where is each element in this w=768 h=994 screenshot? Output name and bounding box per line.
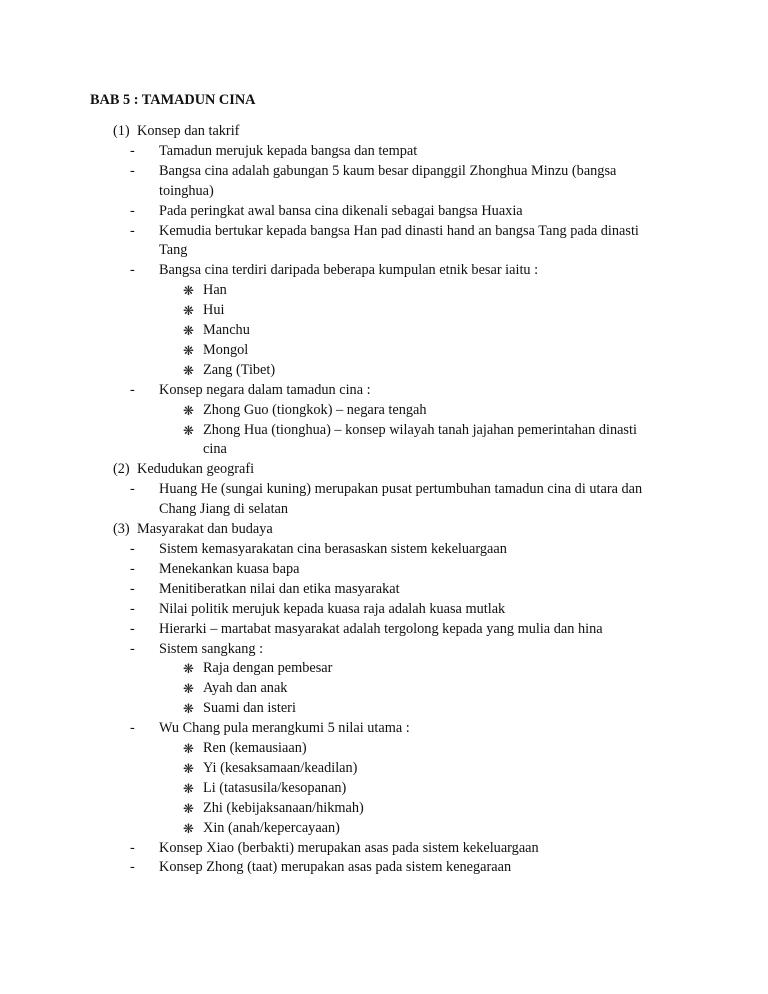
section-heading [0, 520, 768, 540]
list-item-text: Pada peringkat awal bansa cina dikenali sebagai bangsa Huaxia [159, 202, 523, 219]
sub-list-item-text: Zang (Tibet) [203, 361, 276, 378]
list-item-text: Konsep Xiao (berbakti) merupakan asas pada sistem kekeluargaan [159, 839, 539, 856]
sub-list-item [0, 421, 768, 461]
section-number: (1) [113, 123, 130, 139]
sub-list-item [0, 301, 768, 321]
list-item-text: Hierarki – martabat masyarakat adalah tergolong kepada yang mulia dan hina [159, 620, 603, 637]
sub-list-item [0, 699, 768, 719]
sub-list-item-text: Zhi (kebijaksanaan/hikmah) [203, 799, 364, 816]
dash-marker: - [130, 859, 135, 876]
dash-marker: - [130, 222, 135, 239]
list-item [0, 858, 768, 878]
asterisk-bullet-icon: ❋ [183, 402, 194, 418]
asterisk-bullet-icon: ❋ [183, 681, 194, 697]
list-item-text: Bangsa cina terdiri daripada beberapa kumpulan etnik besar iaitu : [159, 262, 539, 279]
dash-marker: - [130, 580, 135, 597]
list-item [0, 560, 768, 580]
asterisk-bullet-icon: ❋ [183, 283, 194, 299]
asterisk-bullet-icon: ❋ [183, 701, 194, 717]
list-item-text: Huang He (sungai kuning) merupakan pusat pertumbuhan tamadun cina di utara dan Chang Jiang di selatan [159, 481, 643, 518]
sub-list-item [0, 321, 768, 341]
section-heading [0, 460, 768, 480]
sub-list-item-text: Yi (kesaksamaan/keadilan) [203, 759, 358, 776]
sub-list-item [0, 739, 768, 759]
list-item [0, 640, 768, 660]
list-item [0, 381, 768, 401]
dash-marker: - [130, 142, 135, 159]
list-item [0, 142, 768, 162]
sub-list-item [0, 361, 768, 381]
dash-marker: - [130, 600, 135, 617]
section-title: Masyarakat dan budaya [137, 521, 273, 538]
asterisk-bullet-icon: ❋ [183, 661, 194, 677]
list-item [0, 222, 768, 262]
section-2 [0, 460, 768, 520]
list-item-text: Sistem kemasyarakatan cina berasaskan sistem kekeluargaan [159, 540, 507, 557]
list-item [0, 162, 768, 202]
dash-marker: - [130, 560, 135, 577]
sub-list-item [0, 679, 768, 699]
list-item-text: Konsep negara dalam tamadun cina : [159, 381, 371, 398]
sub-list-item-text: Zhong Guo (tiongkok) – negara tengah [203, 401, 427, 418]
sub-list-item-text: Suami dan isteri [203, 700, 296, 717]
sub-list-item [0, 779, 768, 799]
asterisk-bullet-icon: ❋ [183, 422, 194, 438]
sub-list-item-text: Ayah dan anak [203, 680, 288, 697]
list-item-text: Konsep Zhong (taat) merupakan asas pada sistem kenegaraan [159, 859, 512, 876]
dash-marker: - [130, 381, 135, 398]
list-item [0, 261, 768, 281]
sub-list-item-text: Zhong Hua (tionghua) – konsep wilayah tanah jajahan pemerintahan dinasti cina [203, 421, 637, 458]
asterisk-bullet-icon: ❋ [183, 820, 194, 836]
list-item [0, 580, 768, 600]
list-item [0, 540, 768, 560]
list-item [0, 480, 768, 520]
sub-list-item [0, 799, 768, 819]
list-item [0, 202, 768, 222]
sub-list-item-text: Manchu [203, 322, 250, 339]
dash-marker: - [130, 202, 135, 219]
dash-marker: - [130, 839, 135, 856]
sub-list-item-text: Ren (kemausiaan) [203, 740, 307, 757]
list-item-text: Menekankan kuasa bapa [159, 560, 300, 577]
sub-list-item-text: Hui [203, 302, 225, 319]
list-item [0, 839, 768, 859]
asterisk-bullet-icon: ❋ [183, 760, 194, 776]
asterisk-bullet-icon: ❋ [183, 741, 194, 757]
page-title: BAB 5 : TAMADUN CINA [90, 92, 256, 108]
list-item-text: Nilai politik merujuk kepada kuasa raja adalah kuasa mutlak [159, 600, 506, 617]
section-number: (2) [113, 461, 130, 478]
list-item [0, 620, 768, 640]
sub-list-item-text: Xin (anah/kepercayaan) [203, 819, 340, 836]
list-item-text: Tamadun merujuk kepada bangsa dan tempat [159, 142, 418, 159]
document-body [0, 122, 768, 878]
sub-list-item [0, 759, 768, 779]
asterisk-bullet-icon: ❋ [183, 800, 194, 816]
dash-marker: - [130, 720, 135, 737]
sub-list-item-text: Mongol [203, 341, 249, 358]
sub-list-item [0, 819, 768, 839]
sub-list-item [0, 401, 768, 421]
sub-list-item [0, 341, 768, 361]
dash-marker: - [130, 481, 135, 498]
section-title: Konsep dan takrif [137, 123, 240, 139]
list-item-text: Bangsa cina adalah gabungan 5 kaum besar dipanggil Zhonghua Minzu (bangsa toinghua) [159, 162, 617, 199]
asterisk-bullet-icon: ❋ [183, 362, 194, 378]
section-heading [0, 122, 768, 142]
list-item-text: Sistem sangkang : [159, 640, 264, 657]
sub-list-item [0, 281, 768, 301]
dash-marker: - [130, 620, 135, 637]
sub-list-item-text: Han [203, 282, 227, 299]
section-number: (3) [113, 521, 130, 538]
dash-marker: - [130, 540, 135, 557]
list-item [0, 719, 768, 739]
asterisk-bullet-icon: ❋ [183, 323, 194, 339]
asterisk-bullet-icon: ❋ [183, 780, 194, 796]
sub-list-item [0, 659, 768, 679]
dash-marker: - [130, 262, 135, 279]
asterisk-bullet-icon: ❋ [183, 342, 194, 358]
list-item-text: Kemudia bertukar kepada bangsa Han pad dinasti hand an bangsa Tang pada dinasti Tang [159, 222, 639, 259]
section-1 [0, 122, 768, 460]
sub-list-item-text: Li (tatasusila/kesopanan) [203, 779, 347, 796]
section-3 [0, 520, 768, 878]
list-item-text: Menitiberatkan nilai dan etika masyarakat [159, 580, 400, 597]
dash-marker: - [130, 640, 135, 657]
list-item [0, 600, 768, 620]
sub-list-item-text: Raja dengan pembesar [203, 660, 333, 677]
list-item-text: Wu Chang pula merangkumi 5 nilai utama : [159, 720, 410, 737]
asterisk-bullet-icon: ❋ [183, 303, 194, 319]
section-title: Kedudukan geografi [137, 461, 255, 478]
dash-marker: - [130, 162, 135, 179]
